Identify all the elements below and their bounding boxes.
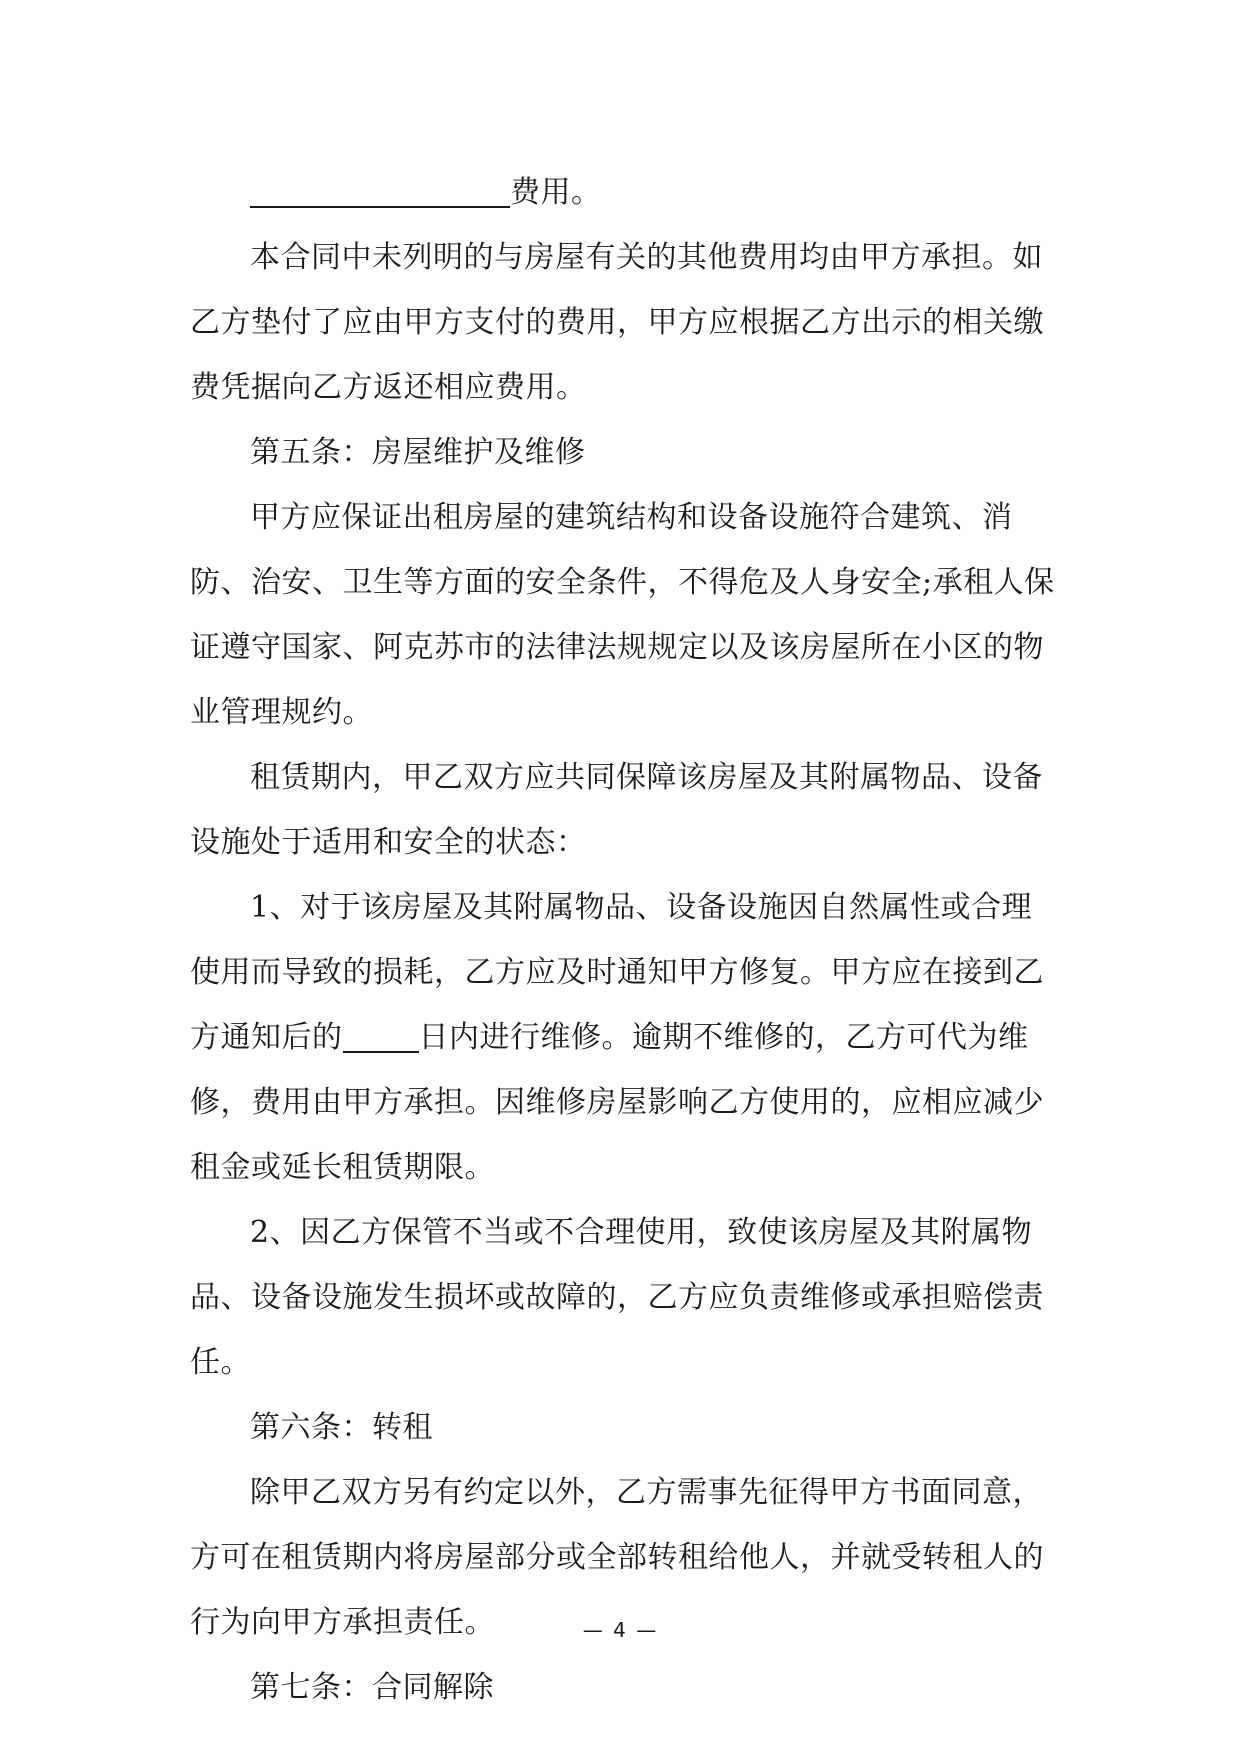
paragraph-other-fees: 本合同中未列明的与房屋有关的其他费用均由甲方承担。如乙方垫付了应由甲方支付的费用，甲方应根据乙方出示的相关缴费凭据向乙方返还相应费用。 — [190, 240, 1044, 405]
paragraph-clause-1: 1、对于该房屋及其附属物品、设备设施因自然属性或合理使用而导致的损耗，乙方应及时通知甲方修复。甲方应在接到乙方通知后的 日内进行维修。逾期不维修的，乙方可代为维修，费用由甲方承担。因维修房屋影响乙方使用的，应相应减少租金或延长租赁期限。 — [190, 890, 1044, 1185]
article-6-heading: 第六条：转租 — [250, 1410, 433, 1445]
fill-in-blank — [250, 172, 510, 208]
article-5-heading: 第五条：房屋维护及维修 — [250, 435, 586, 470]
page-number: — 4 — — [582, 1618, 659, 1642]
paragraph-clause-2: 2、因乙方保管不当或不合理使用，致使该房屋及其附属物品、设备设施发生损坏或故障的，乙方应负责维修或承担赔偿责任。 — [190, 1215, 1044, 1380]
document-body — [190, 160, 1060, 1720]
article-7-heading: 第七条：合同解除 — [250, 1670, 494, 1705]
paragraph-sublease: 除甲乙双方另有约定以外，乙方需事先征得甲方书面同意，方可在租赁期内将房屋部分或全部转租给他人，并就受转租人的行为向甲方承担责任。 — [190, 1475, 1044, 1640]
paragraph-safety-conditions: 甲方应保证出租房屋的建筑结构和设备设施符合建筑、消防、治安、卫生等方面的安全条件，不得危及人身安全;承租人保证遵守国家、阿克苏市的法律法规规定以及该房屋所在小区的物业管理规约。 — [190, 500, 1055, 730]
fee-blank-line: 费用。 — [190, 160, 1060, 225]
paragraph-joint-maintenance: 租赁期内，甲乙双方应共同保障该房屋及其附属物品、设备设施处于适用和安全的状态： — [190, 760, 1043, 860]
fill-in-blank — [343, 1017, 419, 1053]
